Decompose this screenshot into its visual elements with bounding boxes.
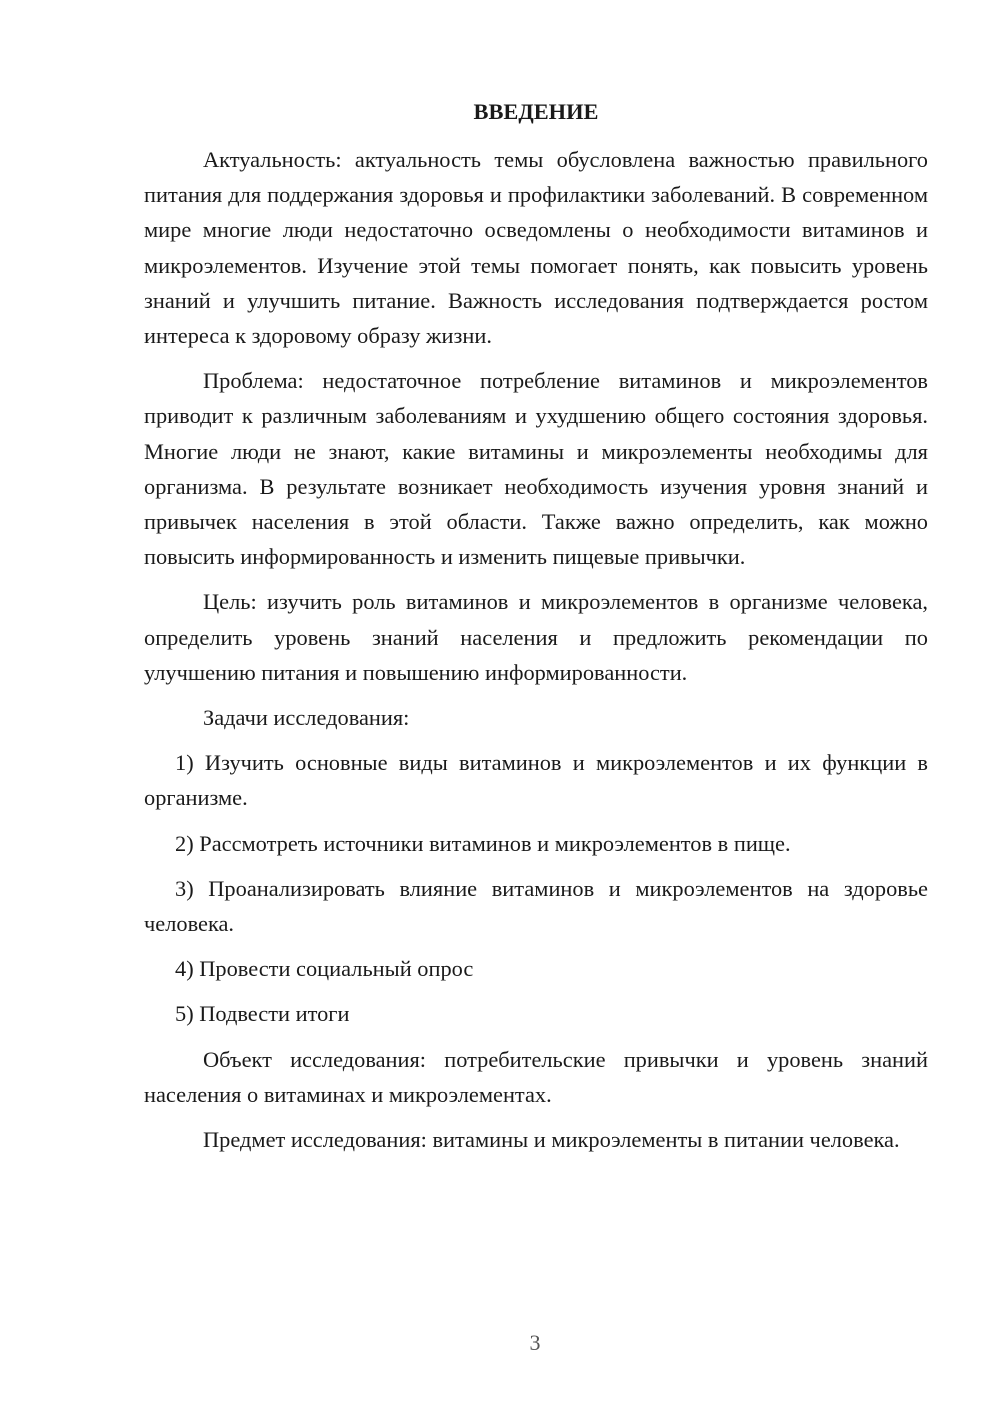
paragraph-problem: Проблема: недостаточное потребление витаминов и микроэлементов приводит к различным заболеваниям и ухудшению общего состояния здоровья. Многие люди не знают, какие витамины и микроэлементы необходимы для организма. В результате возникает необходимость изучения уровня знаний и привычек населения в этой области. Также важно определить, как можно повысить информированность и изменить пищевые привычки. bbox=[144, 368, 928, 570]
task-item-5: 5) Подвести итоги bbox=[175, 1001, 350, 1027]
page-content bbox=[144, 92, 928, 1167]
task-item-1: 1) Изучить основные виды витаминов и микроэлементов и их функции в организме. bbox=[144, 750, 928, 811]
task-item-4: 4) Провести социальный опрос bbox=[175, 956, 474, 982]
paragraph-object: Объект исследования: потребительские привычки и уровень знаний населения о витаминах и микроэлементах. bbox=[144, 1046, 928, 1107]
page-title: ВВЕДЕНИЕ bbox=[473, 99, 599, 124]
paragraph-goal: Цель: изучить роль витаминов и микроэлементов в организме человека, определить уровень знаний населения и предложить рекомендации по улучшению питания и повышению информированности. bbox=[144, 589, 928, 685]
paragraph-relevance: Актуальность: актуальность темы обусловлена важностью правильного питания для поддержания здоровья и профилактики заболеваний. В современном мире многие люди недостаточно осведомлены о необходимости витаминов и микроэлементов. Изучение этой темы помогает понять, как повысить уровень знаний и улучшить питание. Важность исследования подтверждается ростом интереса к здоровому образу жизни. bbox=[144, 147, 928, 349]
paragraph-subject: Предмет исследования: витамины и микроэлементы в питании человека. bbox=[203, 1127, 900, 1153]
page-number: 3 bbox=[529, 1330, 541, 1355]
task-item-3: 3) Проанализировать влияние витаминов и микроэлементов на здоровье человека. bbox=[144, 875, 928, 937]
task-item-2: 2) Рассмотреть источники витаминов и микроэлементов в пище. bbox=[175, 830, 791, 856]
tasks-heading: Задачи исследования: bbox=[203, 705, 410, 731]
